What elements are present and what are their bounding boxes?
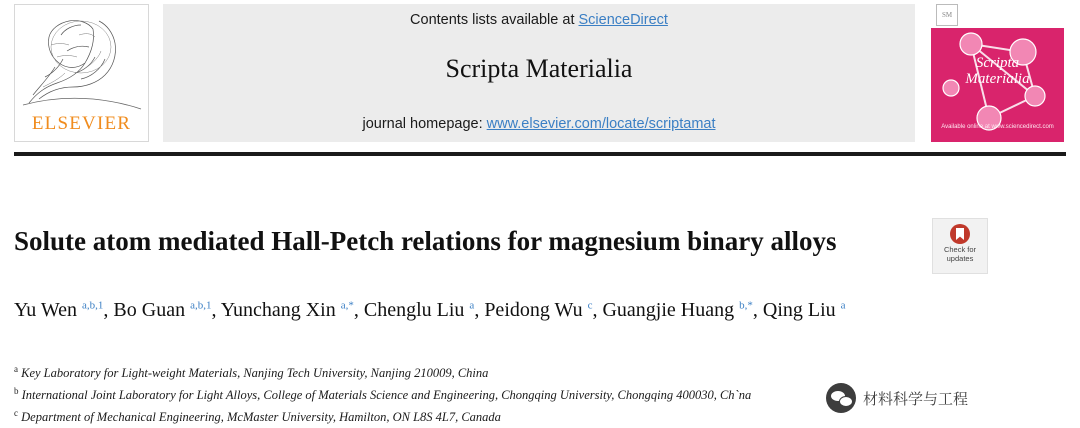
- affiliation-text: Department of Mechanical Engineering, McMaster University, Hamilton, ON L8S 4L7, Canada: [21, 409, 501, 424]
- cover-title-line2: Materialia: [965, 70, 1030, 87]
- crossmark-line1: Check for: [943, 245, 977, 254]
- affiliation-mark: b: [14, 385, 19, 396]
- journal-cover-thumbnail[interactable]: [931, 2, 1064, 142]
- journal-title: Scripta Materialia: [445, 54, 633, 83]
- crossmark-icon: [950, 224, 970, 244]
- journal-homepage-line: [163, 116, 915, 132]
- cover-subtitle: Available online at www.sciencedirect.com: [941, 124, 1054, 130]
- affiliation-mark: c: [14, 407, 18, 418]
- crossmark-line2: updates: [946, 254, 974, 264]
- cover-title-line1: Scripta: [975, 55, 1020, 71]
- affiliation-mark: a: [14, 364, 18, 374]
- header-divider-rule: [14, 152, 1066, 156]
- cover-journal-title: [931, 56, 1064, 88]
- wechat-icon: [826, 383, 856, 413]
- article-title: Solute atom mediated Hall-Petch relations for magnesium binary alloys: [14, 226, 837, 257]
- journal-homepage-link[interactable]: www.elsevier.com/locate/scriptamat: [486, 116, 716, 132]
- elsevier-tree-logo-icon: [15, 7, 148, 111]
- homepage-prefix-text: journal homepage:: [362, 116, 487, 132]
- contents-available-line: [163, 12, 915, 28]
- affiliation-text: International Joint Laboratory for Light Alloys, College of Materials Science and Engineering, Chongqing University, Chongqing 400030, Ch`na: [21, 388, 752, 403]
- journal-header-band: [0, 0, 1080, 148]
- cover-top-strip: [931, 2, 1064, 28]
- sciencedirect-link[interactable]: ScienceDirect: [578, 12, 668, 28]
- affiliation-text: Key Laboratory for Light-weight Materials, Nanjing Tech University, Nanjing 210009, China: [21, 366, 489, 381]
- crossmark-badge[interactable]: [932, 218, 988, 274]
- journal-banner: [163, 4, 915, 142]
- cover-publisher-badge: SM: [936, 4, 958, 26]
- elsevier-logo: [14, 4, 149, 142]
- author-list: Yu Wen $^{a,b,1}$, Bo Guan $^{a,b,1}$, Yunchang Xin $^{a,*}$, Chenglu Liu $^a$, Peidong Wu $^c$, Guangjie Huang $^{b,*}$, Qing Liu $^a$: [14, 299, 846, 321]
- elsevier-wordmark: ELSEVIER: [31, 113, 132, 134]
- contents-prefix-text: Contents lists available at: [410, 12, 579, 28]
- wechat-account-name: 材料科学与工程: [863, 390, 969, 408]
- wechat-watermark: [826, 378, 1076, 418]
